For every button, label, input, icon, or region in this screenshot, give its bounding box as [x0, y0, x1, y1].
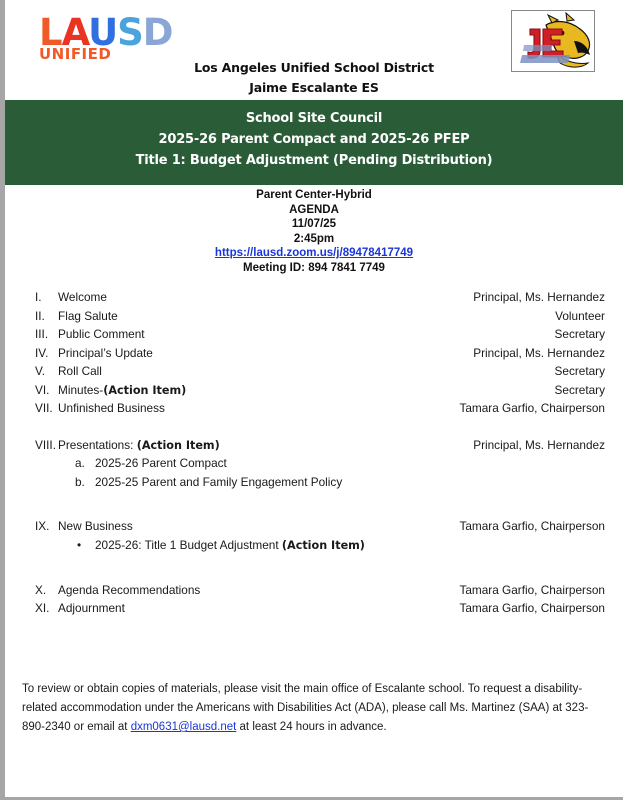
agenda-row-roll-call	[5, 364, 623, 383]
subitem-label: 2025-25 Parent and Family Engagement Policy	[95, 474, 343, 489]
lausd-logo-letter-a: A	[61, 11, 89, 54]
agenda-row-public-comment	[5, 327, 623, 346]
agenda-numeral: III.	[35, 327, 49, 341]
lausd-logo-unified-word: UNIFIED	[39, 45, 112, 63]
spacer	[5, 493, 623, 511]
agenda-item-label: Principal’s Update	[58, 345, 153, 360]
agenda-item-responsible: Secretary	[554, 327, 605, 341]
agenda-numeral: VI.	[35, 382, 50, 397]
agenda-numeral: XI.	[35, 601, 50, 615]
agenda-subitem-parent-compact	[5, 456, 623, 475]
action-item-tag: (Action Item)	[281, 538, 365, 552]
banner-line-compact: 2025-26 Parent Compact and 2025-26 PFEP	[158, 132, 470, 147]
document-header	[5, 0, 623, 100]
agenda-row-agenda-recommendations	[5, 583, 623, 602]
agenda-item-label: Minutes-	[58, 382, 104, 397]
agenda-numeral: I.	[35, 290, 42, 304]
accessibility-notice	[22, 680, 599, 737]
agenda-item-responsible: Tamara Garfio, Chairperson	[459, 519, 605, 533]
lausd-logo-letter-s: S	[117, 11, 143, 54]
agenda-item-label-wrap	[58, 383, 186, 397]
agenda-numeral: V.	[35, 364, 46, 378]
agenda-subitem-engagement-policy	[5, 475, 623, 494]
agenda-item-responsible: Tamara Garfio, Chairperson	[459, 401, 605, 415]
spacer	[5, 575, 623, 583]
district-title: Los Angeles Unified School District	[194, 60, 434, 75]
banner-line-council: School Site Council	[245, 111, 383, 126]
agenda-row-welcome	[5, 290, 623, 309]
document-type-label: AGENDA	[289, 203, 339, 216]
notice-text-before-email: To review or obtain copies of materials, please visit the main office of Escalante school. To request a disability-related accommodation under the Americans with Disabilities Act (ADA), please call Ms. Martinez (SAA) at 323-890-2340 or email at	[22, 683, 589, 733]
je-initials-icon	[528, 29, 563, 58]
agenda-bullet-budget-adjustment	[5, 538, 623, 557]
agenda-numeral: IX.	[35, 519, 50, 533]
lausd-logo	[39, 11, 173, 63]
agenda-item-label: Welcome	[58, 290, 107, 304]
agenda-row-presentations	[5, 438, 623, 457]
action-item-tag: (Action Item)	[103, 383, 187, 397]
zoom-meeting-link[interactable]: https://lausd.zoom.us/j/89478417749	[214, 247, 414, 260]
agenda-row-flag-salute	[5, 309, 623, 328]
agenda-item-responsible: Secretary	[554, 382, 605, 397]
meeting-info-block	[5, 188, 623, 276]
agenda-item-responsible: Tamara Garfio, Chairperson	[459, 601, 605, 615]
agenda-item-label: Public Comment	[58, 327, 145, 341]
agenda-numeral: VIII.	[35, 437, 56, 452]
agenda-item-label-wrap	[58, 438, 220, 452]
bullet-dot-icon: •	[77, 537, 82, 552]
agenda-item-label: Presentations:	[58, 437, 137, 452]
meeting-location: Parent Center-Hybrid	[256, 189, 372, 201]
agenda-item-label: Unfinished Business	[58, 401, 165, 415]
school-title: Jaime Escalante ES	[249, 80, 379, 95]
agenda-row-unfinished-business	[5, 401, 623, 420]
subitem-label: 2025-26 Parent Compact	[95, 456, 227, 470]
agenda-item-responsible: Principal, Ms. Hernandez	[473, 437, 605, 452]
agenda-numeral: X.	[35, 582, 47, 597]
agenda-item-label: Roll Call	[58, 364, 102, 378]
agenda-item-responsible: Tamara Garfio, Chairperson	[459, 582, 605, 597]
agenda-item-responsible: Secretary	[554, 364, 605, 378]
spacer	[5, 420, 623, 438]
lausd-logo-letter-u: U	[88, 11, 118, 54]
agenda-numeral: IV.	[35, 345, 49, 360]
lausd-logo-letter-d: D	[142, 11, 173, 54]
subitem-marker: a.	[75, 456, 85, 470]
bullet-label-wrap	[95, 538, 365, 552]
agenda-row-new-business	[5, 519, 623, 538]
agenda-item-label: Adjournment	[58, 601, 125, 615]
agenda-row-minutes	[5, 383, 623, 402]
agenda-numeral: II.	[35, 308, 45, 323]
agenda-item-label: Agenda Recommendations	[58, 582, 201, 597]
banner-line-budget: Title 1: Budget Adjustment (Pending Distribution)	[135, 153, 493, 168]
spacer	[5, 511, 623, 519]
agenda-list	[5, 290, 623, 620]
agenda-item-responsible: Principal, Ms. Hernandez	[473, 290, 605, 304]
action-item-tag: (Action Item)	[136, 438, 220, 452]
agenda-row-principals-update	[5, 346, 623, 365]
agenda-numeral: VII.	[35, 401, 53, 415]
bullet-label: 2025-26: Title 1 Budget Adjustment	[95, 537, 282, 552]
meeting-id: Meeting ID: 894 7841 7749	[243, 261, 385, 274]
subitem-marker: b.	[75, 474, 85, 489]
spacer	[5, 557, 623, 575]
notice-text-after-email: at least 24 hours in advance.	[236, 721, 387, 733]
meeting-date: 11/07/25	[291, 218, 337, 231]
agenda-item-label: New Business	[58, 519, 133, 533]
meeting-banner	[5, 100, 623, 185]
agenda-item-responsible: Volunteer	[555, 308, 605, 323]
lausd-logo-letter-l: L	[39, 11, 62, 54]
accessibility-email-link[interactable]: dxm0631@lausd.net	[130, 721, 237, 733]
agenda-item-responsible: Principal, Ms. Hernandez	[473, 345, 605, 360]
agenda-row-adjournment	[5, 601, 623, 620]
agenda-item-label: Flag Salute	[58, 308, 118, 323]
meeting-time: 2:45pm	[293, 232, 335, 245]
